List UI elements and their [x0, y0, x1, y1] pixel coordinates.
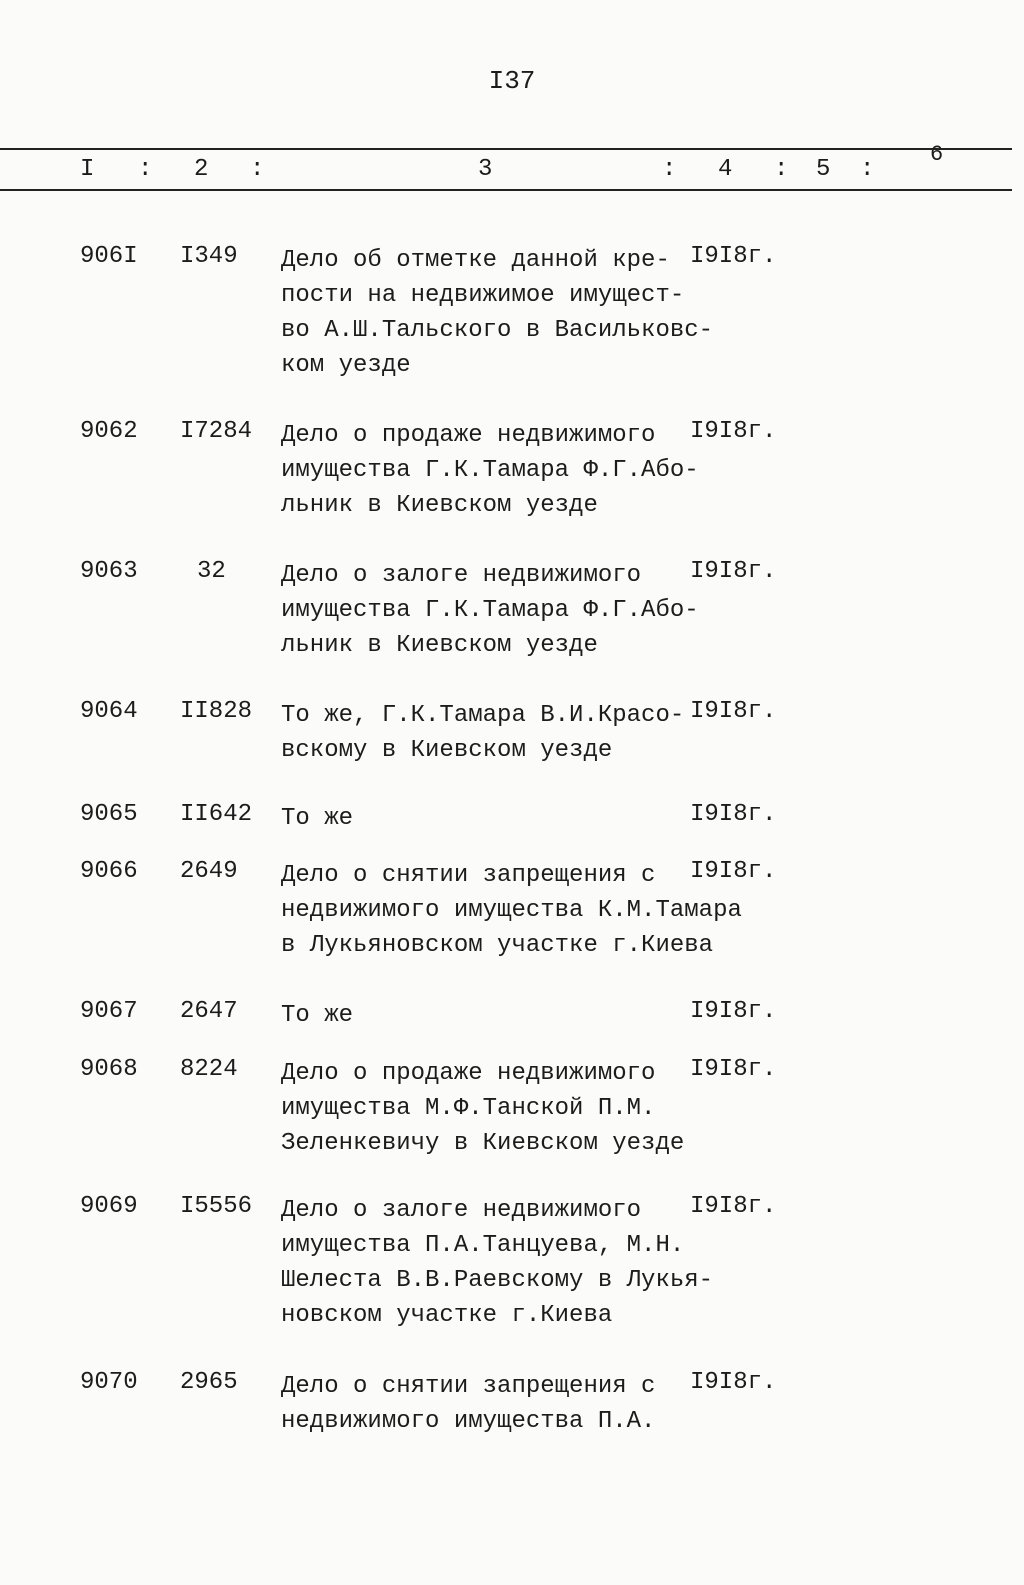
- column-number-4: 4: [718, 156, 733, 183]
- description-line: вскому в Киевском уезде: [281, 737, 613, 764]
- description-line: льник в Киевском уезде: [281, 492, 598, 519]
- reference-number: 2965: [180, 1369, 238, 1396]
- description-line: То же: [281, 1002, 354, 1029]
- case-description: [281, 1056, 701, 1161]
- inventory-number: 9067: [80, 998, 138, 1025]
- case-description: [281, 558, 701, 663]
- description-line: имущества П.А.Танцуева, М.Н.: [281, 1232, 685, 1259]
- reference-number: 2647: [180, 998, 238, 1025]
- reference-number: II642: [180, 801, 253, 828]
- description-line: ком уезде: [281, 352, 411, 379]
- case-year: I9I8г.: [690, 801, 777, 828]
- case-description: [281, 698, 701, 768]
- case-year: I9I8г.: [690, 1369, 777, 1396]
- description-line: Зеленкевичу в Киевском уезде: [281, 1130, 685, 1157]
- case-description: [281, 1369, 701, 1439]
- case-year: I9I8г.: [690, 243, 777, 270]
- description-line: Дело о продаже недвижимого: [281, 422, 656, 449]
- column-number-3: 3: [478, 156, 493, 183]
- reference-number: II828: [180, 698, 253, 725]
- case-description: [281, 418, 701, 523]
- description-line: льник в Киевском уезде: [281, 632, 598, 659]
- description-line: То же: [281, 805, 354, 832]
- description-line: Дело об отметке данной кре-: [281, 247, 670, 274]
- reference-number: 2649: [180, 858, 238, 885]
- reference-number: I349: [180, 243, 238, 270]
- case-description: [281, 801, 701, 836]
- inventory-number: 9070: [80, 1369, 138, 1396]
- description-line: недвижимого имущества П.А.: [281, 1408, 656, 1435]
- case-description: [281, 1193, 714, 1333]
- reference-number: 8224: [180, 1056, 238, 1083]
- case-year: I9I8г.: [690, 858, 777, 885]
- description-line: недвижимого имущества К.М.Тамара: [281, 897, 742, 924]
- column-separator: :: [774, 156, 789, 183]
- description-line: Дело о снятии запрещения с: [281, 862, 656, 889]
- column-number-2: 2: [194, 156, 209, 183]
- column-separator: :: [662, 156, 677, 183]
- header-bottom-rule: [0, 189, 1012, 191]
- case-description: [281, 243, 714, 383]
- inventory-number: 9063: [80, 558, 138, 585]
- inventory-number: 9066: [80, 858, 138, 885]
- description-line: имущества Г.К.Тамара Ф.Г.Або-: [281, 597, 699, 624]
- reference-number: I5556: [180, 1193, 253, 1220]
- inventory-number: 9064: [80, 698, 138, 725]
- description-line: имущества М.Ф.Танской П.М.: [281, 1095, 656, 1122]
- description-line: Дело о залоге недвижимого: [281, 562, 642, 589]
- case-year: I9I8г.: [690, 418, 777, 445]
- case-description: [281, 998, 701, 1033]
- reference-number: I7284: [180, 418, 253, 445]
- column-separator: :: [250, 156, 265, 183]
- inventory-number: 9069: [80, 1193, 138, 1220]
- column-separator: :: [860, 156, 875, 183]
- case-year: I9I8г.: [690, 558, 777, 585]
- description-line: Шелеста В.В.Раевскому в Лукья-: [281, 1267, 714, 1294]
- description-line: Дело о снятии запрещения с: [281, 1373, 656, 1400]
- description-line: во А.Ш.Тальского в Васильковс-: [281, 317, 714, 344]
- case-year: I9I8г.: [690, 998, 777, 1025]
- case-year: I9I8г.: [690, 1193, 777, 1220]
- case-year: I9I8г.: [690, 1056, 777, 1083]
- column-number-6: 6: [930, 142, 944, 167]
- page-number: I37: [488, 66, 536, 96]
- column-number-1: I: [80, 156, 95, 183]
- inventory-number: 906I: [80, 243, 138, 270]
- inventory-number: 9068: [80, 1056, 138, 1083]
- inventory-number: 9065: [80, 801, 138, 828]
- description-line: Дело о залоге недвижимого: [281, 1197, 642, 1224]
- reference-number: 32: [197, 558, 226, 585]
- case-year: I9I8г.: [690, 698, 777, 725]
- description-line: новском участке г.Киева: [281, 1302, 613, 1329]
- inventory-number: 9062: [80, 418, 138, 445]
- description-line: имущества Г.К.Тамара Ф.Г.Або-: [281, 457, 699, 484]
- description-line: в Лукьяновском участке г.Киева: [281, 932, 714, 959]
- header-top-rule: [0, 148, 1012, 150]
- description-line: пости на недвижимое имущест-: [281, 282, 685, 309]
- column-separator: :: [138, 156, 153, 183]
- column-number-5: 5: [816, 156, 831, 183]
- description-line: То же, Г.К.Тамара В.И.Красо-: [281, 702, 685, 729]
- description-line: Дело о продаже недвижимого: [281, 1060, 656, 1087]
